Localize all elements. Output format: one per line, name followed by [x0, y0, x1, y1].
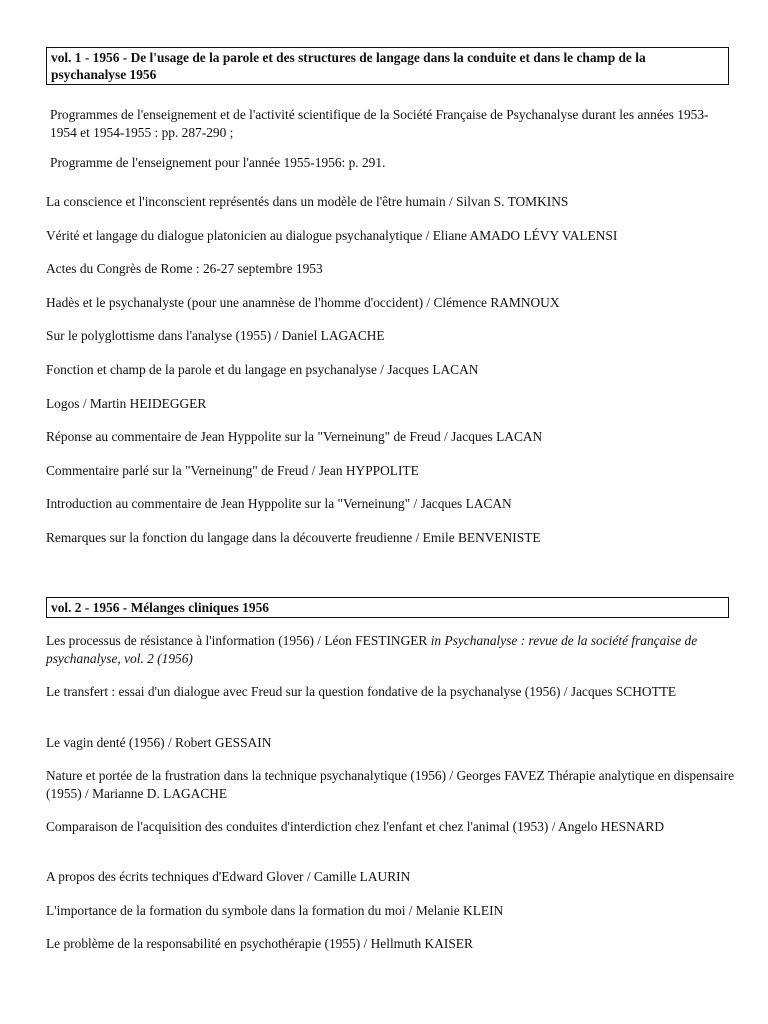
vol1-entry: Remarques sur la fonction du langage dans la découverte freudienne / Emile BENVENISTE [46, 530, 541, 545]
vol2-entry-first-source: in Psychanalyse : revue de la société française de psychanalyse, vol. 2 (1956) [46, 633, 698, 666]
vol1-entry: Sur le polyglottisme dans l'analyse (1955) / Daniel LAGACHE [46, 328, 385, 343]
vol1-entry: Actes du Congrès de Rome : 26-27 septembre 1953 [46, 261, 323, 276]
vol2-entry: A propos des écrits techniques d'Edward Glover / Camille LAURIN [46, 869, 411, 884]
vol1-entry: Vérité et langage du dialogue platonicien au dialogue psychanalytique / Eliane AMADO LÉVY VALENSI [46, 228, 618, 243]
vol1-programme-2: Programme de l'enseignement pour l'année 1955-1956: p. 291. [50, 155, 386, 170]
vol1-entry: Réponse au commentaire de Jean Hyppolite sur la "Verneinung" de Freud / Jacques LACAN [46, 429, 543, 444]
vol2-entry-first [46, 632, 736, 668]
vol1-entry: Fonction et champ de la parole et du langage en psychanalyse / Jacques LACAN [46, 362, 479, 377]
vol1-entry: Logos / Martin HEIDEGGER [46, 396, 207, 411]
vol2-entry-first-text: Les processus de résistance à l'information (1956) / Léon FESTINGER [46, 633, 431, 648]
vol1-entry: Introduction au commentaire de Jean Hyppolite sur la "Verneinung" / Jacques LACAN [46, 496, 512, 511]
vol1-entry: Commentaire parlé sur la "Verneinung" de Freud / Jean HYPPOLITE [46, 463, 419, 478]
vol1-heading: vol. 1 - 1956 - De l'usage de la parole et des structures de langage dans la conduite et dans le champ de la psychanalyse 1956 [46, 47, 729, 85]
vol2-entry: Nature et portée de la frustration dans la technique psychanalytique (1956) / Georges FAVEZ Thérapie analytique en dispensaire (1955) / Marianne D. LAGACHE [46, 768, 735, 801]
vol2-heading: vol. 2 - 1956 - Mélanges cliniques 1956 [46, 597, 729, 618]
vol2-entry: L'importance de la formation du symbole dans la formation du moi / Melanie KLEIN [46, 903, 504, 918]
vol1-entry: La conscience et l'inconscient représentés dans un modèle de l'être humain / Silvan S. TOMKINS [46, 194, 569, 209]
vol2-entry: Comparaison de l'acquisition des conduites d'interdiction chez l'enfant et chez l'animal (1953) / Angelo HESNARD [46, 819, 665, 834]
vol1-entry: Hadès et le psychanalyste (pour une anamnèse de l'homme d'occident) / Clémence RAMNOUX [46, 295, 560, 310]
vol2-entry: Le problème de la responsabilité en psychothérapie (1955) / Hellmuth KAISER [46, 936, 473, 951]
vol2-entry: Le vagin denté (1956) / Robert GESSAIN [46, 735, 272, 750]
vol1-programme-1: Programmes de l'enseignement et de l'activité scientifique de la Société Française de Psychanalyse durant les années 1953-1954 et 1954-1955 : pp. 287-290 ; [50, 107, 709, 140]
vol2-entry: Le transfert : essai d'un dialogue avec Freud sur la question fondative de la psychanalyse (1956) / Jacques SCHOTTE [46, 684, 677, 699]
